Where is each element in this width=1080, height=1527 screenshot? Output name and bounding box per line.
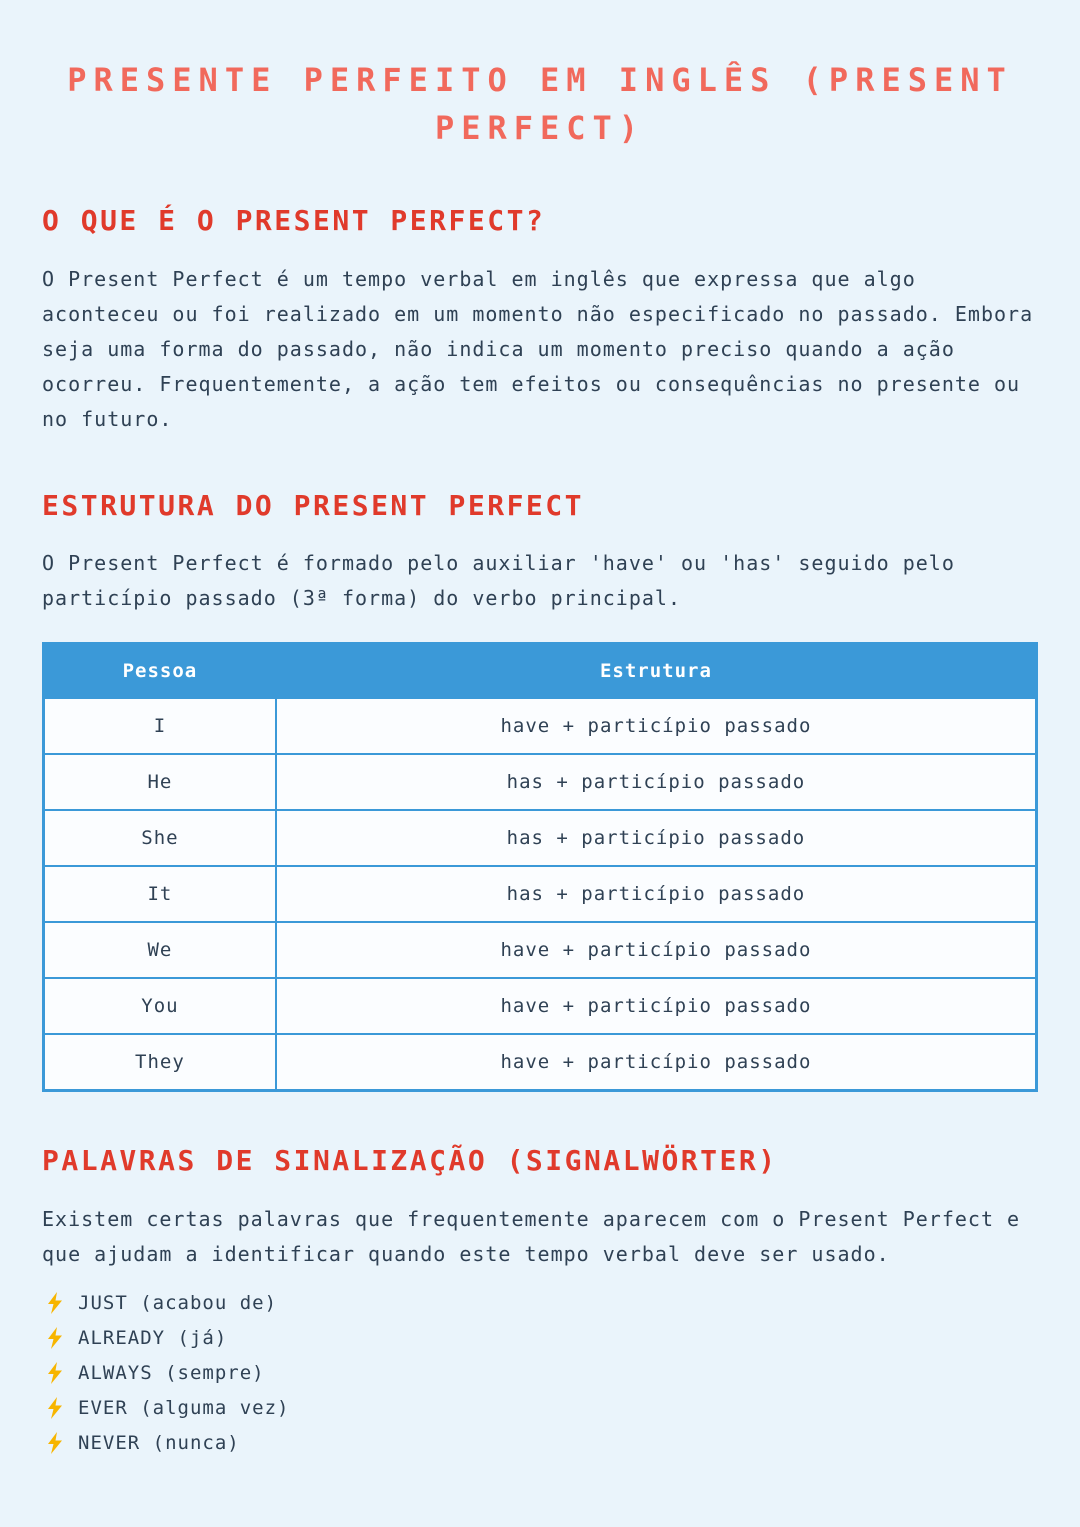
table-cell-estrutura: have + particípio passado xyxy=(276,978,1037,1034)
table-cell-pessoa: She xyxy=(44,810,276,866)
table-cell-estrutura: has + particípio passado xyxy=(276,810,1037,866)
list-item xyxy=(46,1321,1038,1356)
table-row xyxy=(44,922,1037,978)
lightning-bolt-icon xyxy=(46,1397,64,1419)
table-cell-estrutura: have + particípio passado xyxy=(276,922,1037,978)
list-item xyxy=(46,1356,1038,1391)
lightning-bolt-icon xyxy=(46,1327,64,1349)
section-heading-signal-words: PALAVRAS DE SINALIZAÇÃO (SIGNALWÖRTER) xyxy=(42,1144,778,1178)
table-header-row xyxy=(44,644,1037,699)
paragraph-signal-words: Existem certas palavras que frequentemente aparecem com o Present Perfect e que ajudam a identificar quando este tempo verbal deve ser usado. xyxy=(42,1206,1021,1266)
structure-table xyxy=(42,642,1038,1092)
section-structure xyxy=(42,489,1038,1093)
section-signal-words xyxy=(42,1144,1038,1460)
table-cell-estrutura: has + particípio passado xyxy=(276,754,1037,810)
table-cell-pessoa: He xyxy=(44,754,276,810)
lightning-bolt-icon xyxy=(46,1432,64,1454)
section-heading-structure: ESTRUTURA DO PRESENT PERFECT xyxy=(42,488,585,522)
table-cell-pessoa: They xyxy=(44,1034,276,1091)
lightning-bolt-icon xyxy=(46,1292,64,1314)
list-item xyxy=(46,1286,1038,1321)
section-heading-what-is: O QUE É O PRESENT PERFECT? xyxy=(42,204,546,237)
table-row xyxy=(44,698,1037,754)
table-cell-pessoa: You xyxy=(44,978,276,1034)
page-title: PRESENTE PERFEITO EM INGLÊS (PRESENT PERFECT) xyxy=(67,61,1013,147)
table-row xyxy=(44,810,1037,866)
table-cell-estrutura: has + particípio passado xyxy=(276,866,1037,922)
table-cell-estrutura: have + particípio passado xyxy=(276,698,1037,754)
table-cell-pessoa: I xyxy=(44,698,276,754)
table-header-pessoa: Pessoa xyxy=(44,644,276,699)
signal-word-label: ALREADY (já) xyxy=(78,1326,228,1349)
paragraph-structure: O Present Perfect é formado pelo auxiliar 'have' ou 'has' seguido pelo particípio passado (3ª forma) do verbo principal. xyxy=(42,551,955,611)
section-what-is xyxy=(42,204,1038,437)
paragraph-what-is: O Present Perfect é um tempo verbal em inglês que expressa que algo aconteceu ou foi realizado em um momento não especificado no passado. Embora seja uma forma do passado, não indica um momento preciso quando a ação ocorreu. Frequentemente, a ação tem efeitos ou consequências no presente ou no futuro. xyxy=(42,266,1034,431)
lightning-bolt-icon xyxy=(46,1362,64,1384)
signal-word-label: JUST (acabou de) xyxy=(78,1291,278,1314)
table-header-estrutura: Estrutura xyxy=(276,644,1037,699)
table-row xyxy=(44,866,1037,922)
table-cell-estrutura: have + particípio passado xyxy=(276,1034,1037,1091)
table-row xyxy=(44,978,1037,1034)
signal-words-list xyxy=(42,1286,1038,1461)
list-item xyxy=(46,1426,1038,1461)
table-row xyxy=(44,754,1037,810)
signal-word-label: ALWAYS (sempre) xyxy=(78,1361,265,1384)
signal-word-label: NEVER (nunca) xyxy=(78,1431,240,1454)
signal-word-label: EVER (alguma vez) xyxy=(78,1396,290,1419)
table-cell-pessoa: It xyxy=(44,866,276,922)
list-item xyxy=(46,1391,1038,1426)
table-cell-pessoa: We xyxy=(44,922,276,978)
table-row xyxy=(44,1034,1037,1091)
